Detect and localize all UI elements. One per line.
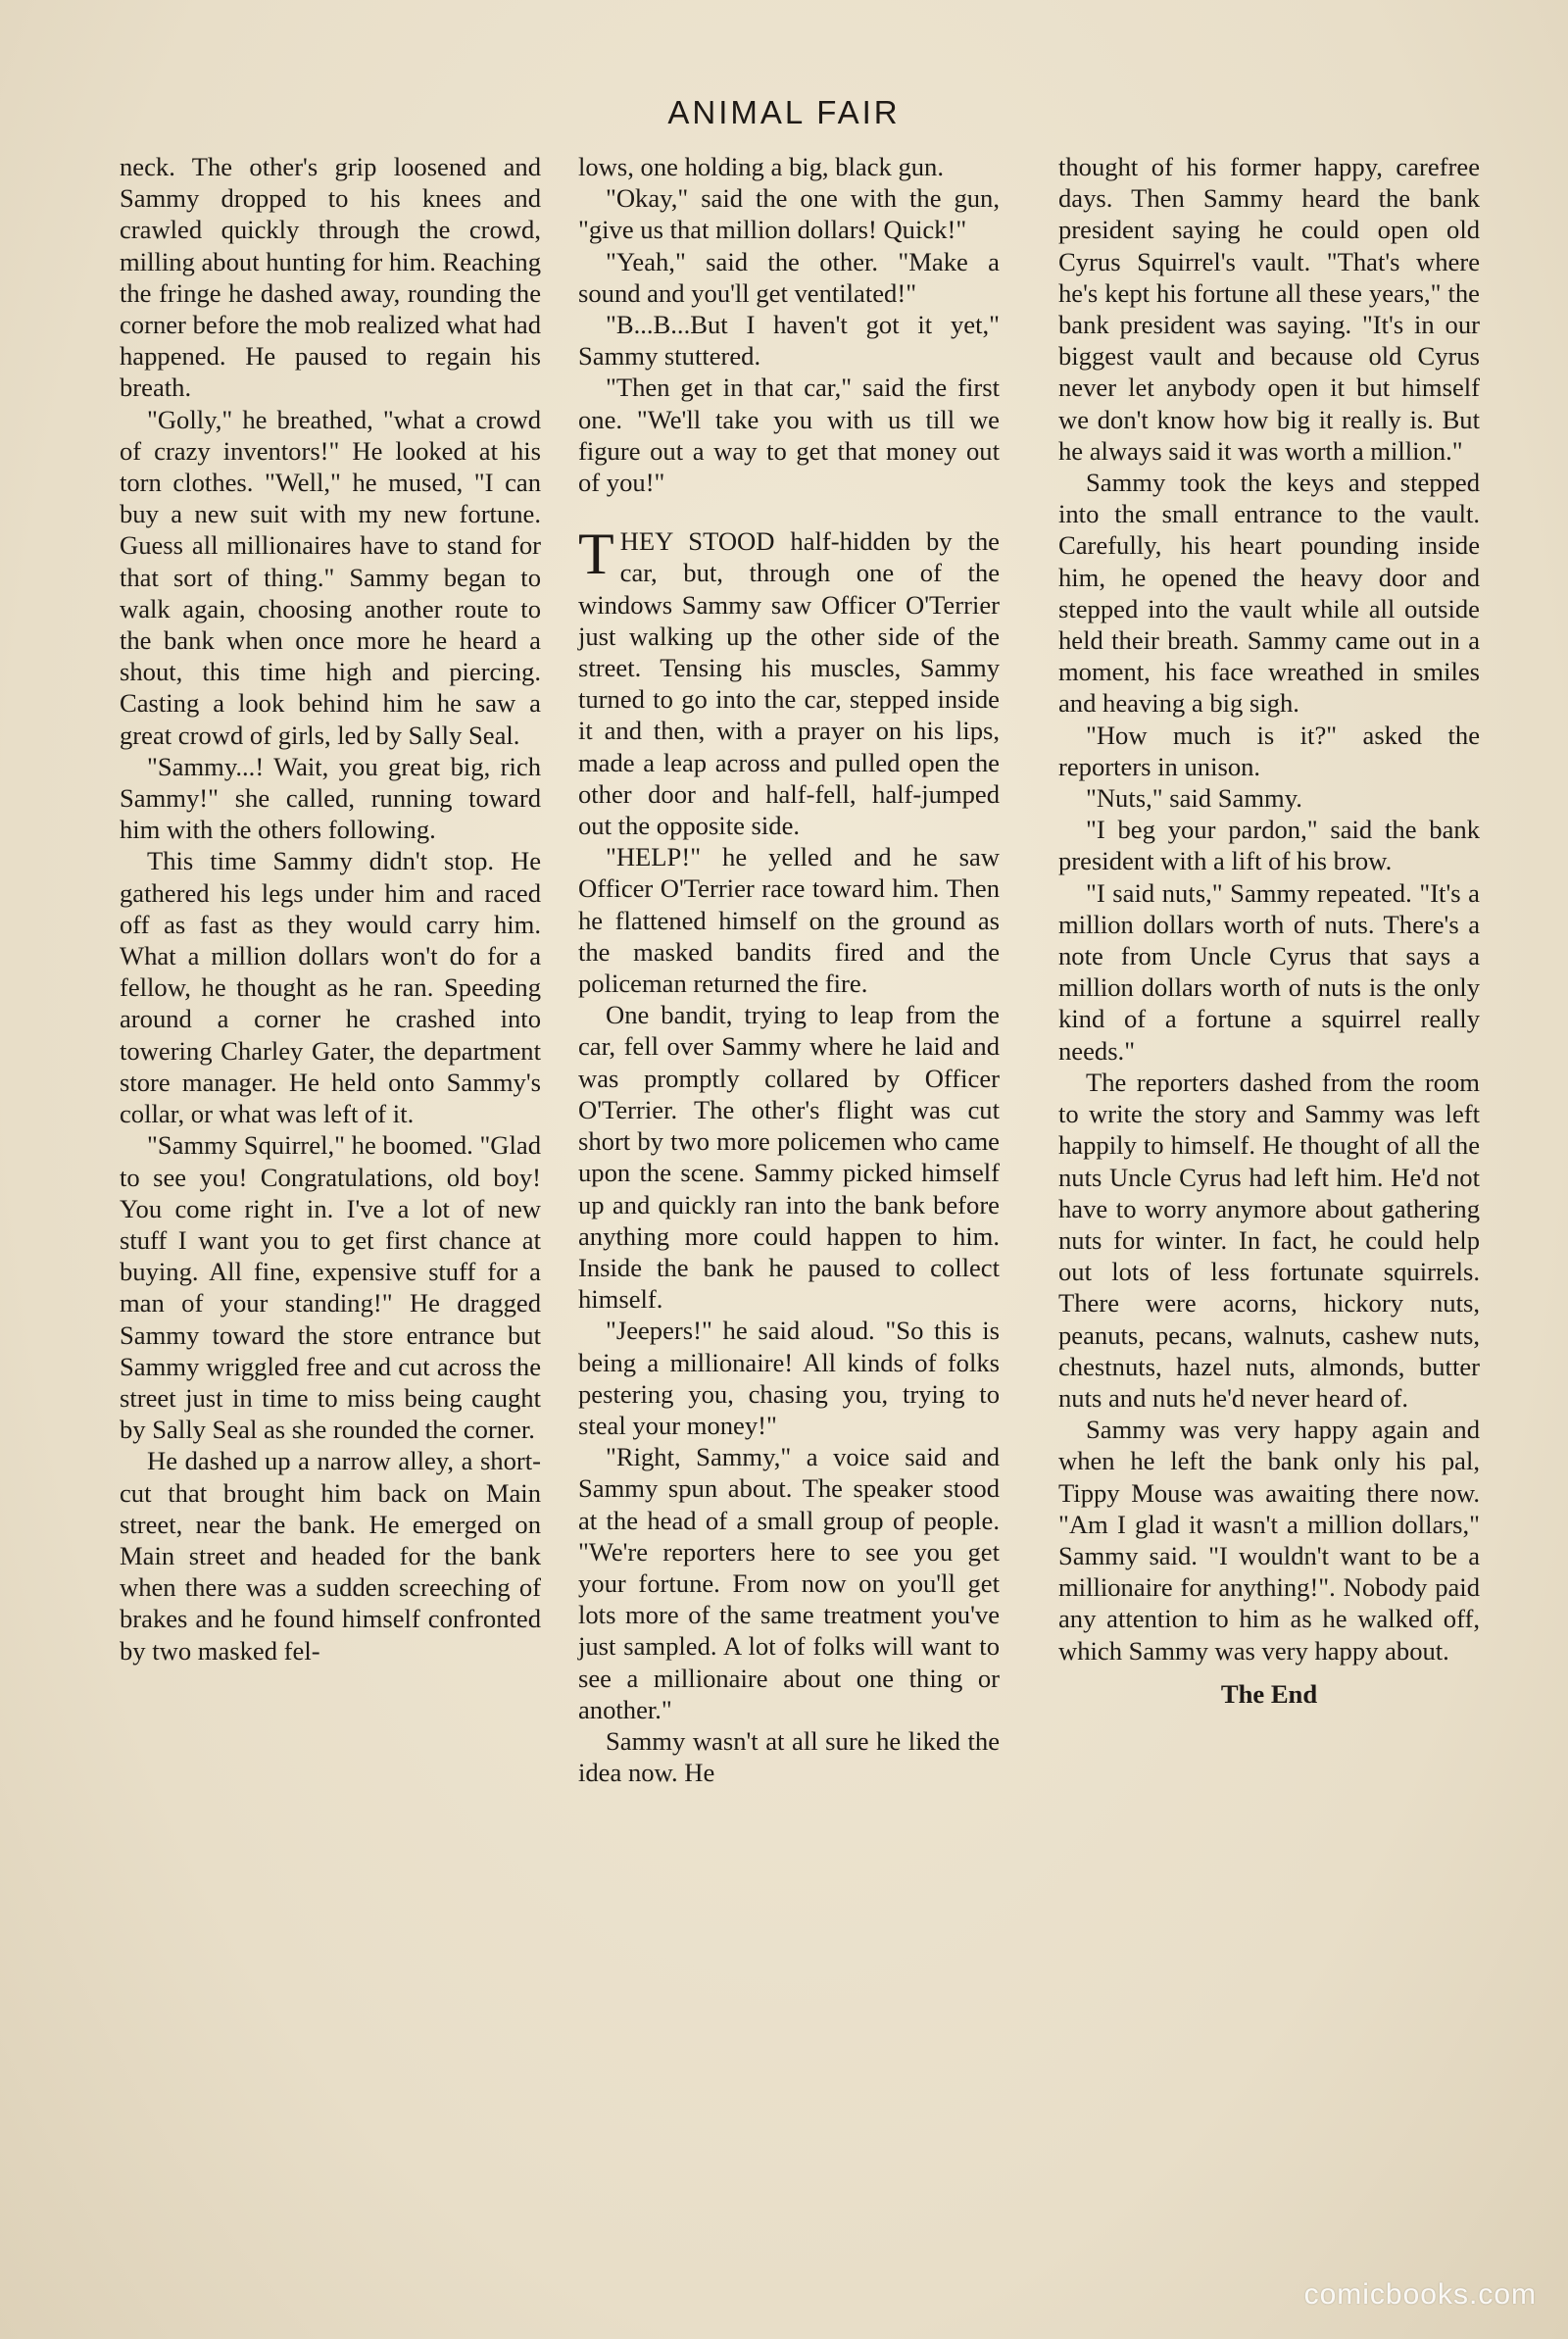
paragraph: He dashed up a narrow alley, a short-cut that brought him back on Main street, near the bank. He emerged on Main street and headed for the bank when there was a sudden screeching of brakes and he found himself confronted by two masked fel- — [120, 1446, 541, 1666]
paragraph: "I said nuts," Sammy repeated. "It's a million dollars worth of nuts. There's a note from Uncle Cyrus that says a million dollars worth of nuts is the only kind of a fortune a squirrel really needs." — [1058, 877, 1480, 1066]
paragraph: Sammy wasn't at all sure he liked the idea now. He — [578, 1725, 1000, 1788]
running-head-title: ANIMAL FAIR — [667, 94, 901, 130]
paragraph: "Sammy Squirrel," he boomed. "Glad to see you! Congratulations, old boy! You come right in. I've a lot of new stuff I want you to get first chance at buying. All fine, expensive stuff for a man of your standing!" He dragged Sammy toward the store entrance but Sammy wriggled free and cut across the street just in time to miss being caught by Sally Seal as she rounded the corner. — [120, 1130, 541, 1445]
paragraph: "Then get in that car," said the first one. "We'll take you with us till we figure out a way to get that money out of you!" — [578, 373, 1000, 498]
watermark: comicbooks.com — [1303, 2278, 1537, 2311]
paragraph: "Golly," he breathed, "what a crowd of crazy inventors!" He looked at his torn clothes. "Well," he mused, "I can buy a new suit with my new fortune. Guess all millionaires have to stand for that sort of thing." Sammy began to walk again, choosing another route to the bank when once more he heard a shout, this time high and piercing. Casting a look behind him he saw a great crowd of girls, led by Sally Seal. — [120, 404, 541, 750]
paragraph: lows, one holding a big, black gun. — [578, 152, 945, 181]
section-break — [578, 498, 1000, 525]
paragraph: This time Sammy didn't stop. He gathered his legs under him and raced off as fast as they would carry him. What a million dollars won't do for a fellow, he thought as he ran. Speeding around a corner he crashed into towering Charley Gater, the department store manager. He held onto Sammy's collar, or what was left of it. — [120, 846, 541, 1129]
paragraph: "Sammy...! Wait, you great big, rich Sammy!" she called, running toward him with the others following. — [120, 751, 541, 845]
section-lead-paragraph — [578, 522, 1000, 841]
lead-text: HEY STOOD half-hidden by the car, but, through one of the windows Sammy saw Officer O'Terrier just walking up the other side of the street. Tensing his muscles, Sammy turned to go into the car, stepped inside it and then, with a prayer on his lips, made a leap across and pulled open the other door and half-fell, half-jumped out the opposite side. — [578, 526, 1000, 841]
paragraph: Sammy was very happy again and when he left the bank only his pal, Tippy Mouse was awaiting there now. "Am I glad it wasn't a million dollars," Sammy said. "I wouldn't want to be a millionaire for anything!". Nobody paid any attention to him as he walked off, which Sammy was very happy about. — [1058, 1415, 1480, 1666]
paragraph: "How much is it?" asked the reporters in unison. — [1058, 720, 1480, 781]
text-column-3 — [1058, 151, 1480, 1710]
paragraph: "Right, Sammy," a voice said and Sammy spun about. The speaker stood at the head of a small group of people. "We're reporters here to see you get your fortune. From now on you'll get lots more of the same treatment you've just sampled. A lot of folks will want to see a millionaire about one thing or another." — [578, 1442, 1000, 1724]
paragraph: Sammy took the keys and stepped into the small entrance to the vault. Carefully, his heart pounding inside him, he opened the heavy door and stepped into the vault while all outside held their breath. Sammy came out in a moment, his face wreathed in smiles and heaving a big sigh. — [1058, 468, 1480, 719]
drop-cap: T — [578, 522, 614, 587]
paragraph: "B...B...But I haven't got it yet," Sammy stuttered. — [578, 310, 1000, 372]
the-end-label: The End — [1220, 1678, 1318, 1709]
paragraph: "HELP!" he yelled and he saw Officer O'Terrier race toward him. Then he flattened himself on the ground as the masked bandits fired and the policeman returned the fire. — [578, 842, 1000, 999]
paragraph: One bandit, trying to leap from the car, fell over Sammy where he laid and was promptly collared by Officer O'Terrier. The other's flight was cut short by two more policemen who came upon the scene. Sammy picked himself up and quickly ran into the bank before anything more could happen to him. Inside the bank he paused to collect himself. — [578, 1000, 1000, 1315]
paragraph: "I beg your pardon," said the bank president with a lift of his brow. — [1058, 815, 1480, 876]
paragraph: neck. The other's grip loosened and Sammy dropped to his knees and crawled quickly through the crowd, milling about hunting for him. Reaching the fringe he dashed away, rounding the corner before the mob realized what had happened. He paused to regain his breath. — [120, 152, 541, 403]
paragraph: "Okay," said the one with the gun, "give us that million dollars! Quick!" — [578, 183, 1000, 245]
paragraph: thought of his former happy, carefree days. Then Sammy heard the bank president saying he could open old Cyrus Squirrel's vault. "That's where he's kept his fortune all these years," the bank president was saying. "It's in our biggest vault and because old Cyrus never let anybody open it but himself we don't know how big it really is. But he always said it was worth a million." — [1058, 152, 1480, 466]
paragraph: "Nuts," said Sammy. — [1086, 783, 1302, 814]
paragraph: "Yeah," said the other. "Make a sound and you'll get ventilated!" — [578, 246, 1000, 308]
paragraph: "Jeepers!" he said aloud. "So this is being a millionaire! All kinds of folks pestering you, chasing you, trying to steal your money!" — [578, 1316, 1000, 1440]
text-column-2 — [578, 151, 1000, 1788]
paragraph: The reporters dashed from the room to write the story and Sammy was left happily to himself. He thought of all the nuts Uncle Cyrus had left him. He'd not have to worry anymore about gathering nuts for winter. In fact, he could help out lots of less fortunate squirrels. There were acorns, hickory nuts, peanuts, pecans, walnuts, cashew nuts, chestnuts, hazel nuts, almonds, butter nuts and nuts he'd never heard of. — [1058, 1067, 1480, 1413]
text-column-1 — [120, 151, 541, 1667]
